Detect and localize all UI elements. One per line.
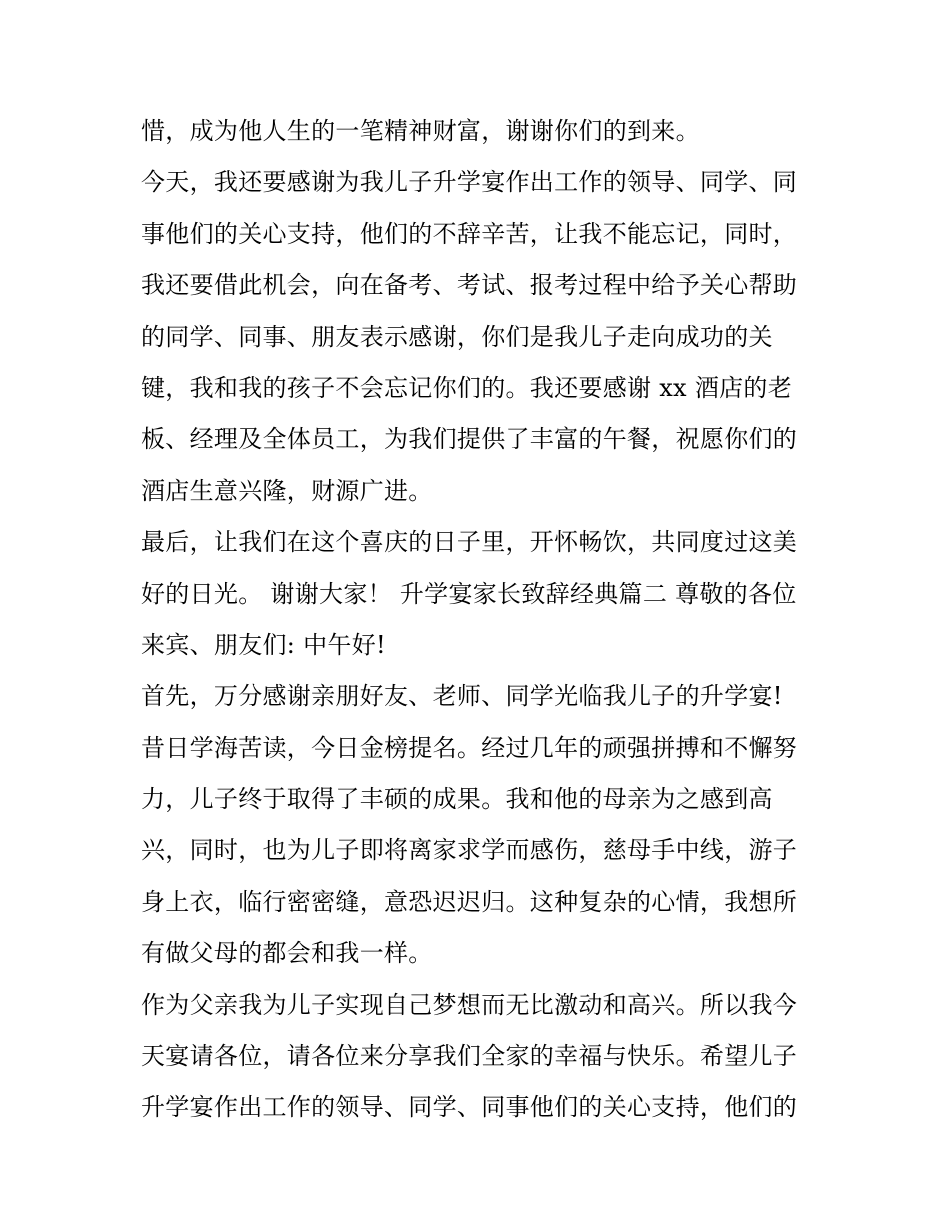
text-line: 惜，成为他人生的一笔精神财富，谢谢你们的到来。 [141,117,700,145]
text-line: 力，儿子终于取得了丰硕的成果。我和他的母亲为之感到高 [141,785,773,814]
text-line: 我还要借此机会，向在备考、考试、报考过程中给予关心帮助 [141,271,798,300]
text-line: 板、经理及全体员工，为我们提供了丰富的午餐，祝愿你们的 [141,425,798,454]
text-line: 事他们的关心支持，他们的不辞辛苦，让我不能忘记，同时， [141,219,798,248]
document-body [141,106,813,1134]
text-line: 首先，万分感谢亲朋好友、老师、同学光临我儿子的升学宴! [141,682,783,711]
text-line: 的同学、同事、朋友表示感谢，你们是我儿子走向成功的关 [141,322,773,351]
text-line: 有做父母的都会和我一样。 [141,939,433,968]
text-line: 今天，我还要感谢为我儿子升学宴作出工作的领导、同学、同 [141,168,798,197]
text-line: 来宾、朋友们: 中午好! [141,630,386,659]
text-line: 升学宴作出工作的领导、同学、同事他们的关心支持，他们的 [141,1093,798,1122]
text-line: 天宴请各位，请各位来分享我们全家的幸福与快乐。希望儿子 [141,1042,798,1071]
text-line: 昔日学海苦读，今日金榜提名。经过几年的顽强拼搏和不懈努 [141,733,798,762]
text-line: 酒店生意兴隆，财源广进。 [141,476,433,505]
text-line: 身上衣，临行密密缝，意恐迟迟归。这种复杂的心情，我想所 [141,887,798,916]
text-line: 作为父亲我为儿子实现自己梦想而无比激动和高兴。所以我今 [141,990,798,1019]
text-line: 好的日光。 谢谢大家！ 升学宴家长致辞经典篇二 尊敬的各位 [141,579,797,608]
text-line: 键，我和我的孩子不会忘记你们的。我还要感谢 xx 酒店的老 [141,373,793,402]
text-line: 最后，让我们在这个喜庆的日子里，开怀畅饮，共同度过这美 [141,528,798,557]
text-line: 兴，同时，也为儿子即将离家求学而感伤，慈母手中线，游子 [141,836,798,865]
